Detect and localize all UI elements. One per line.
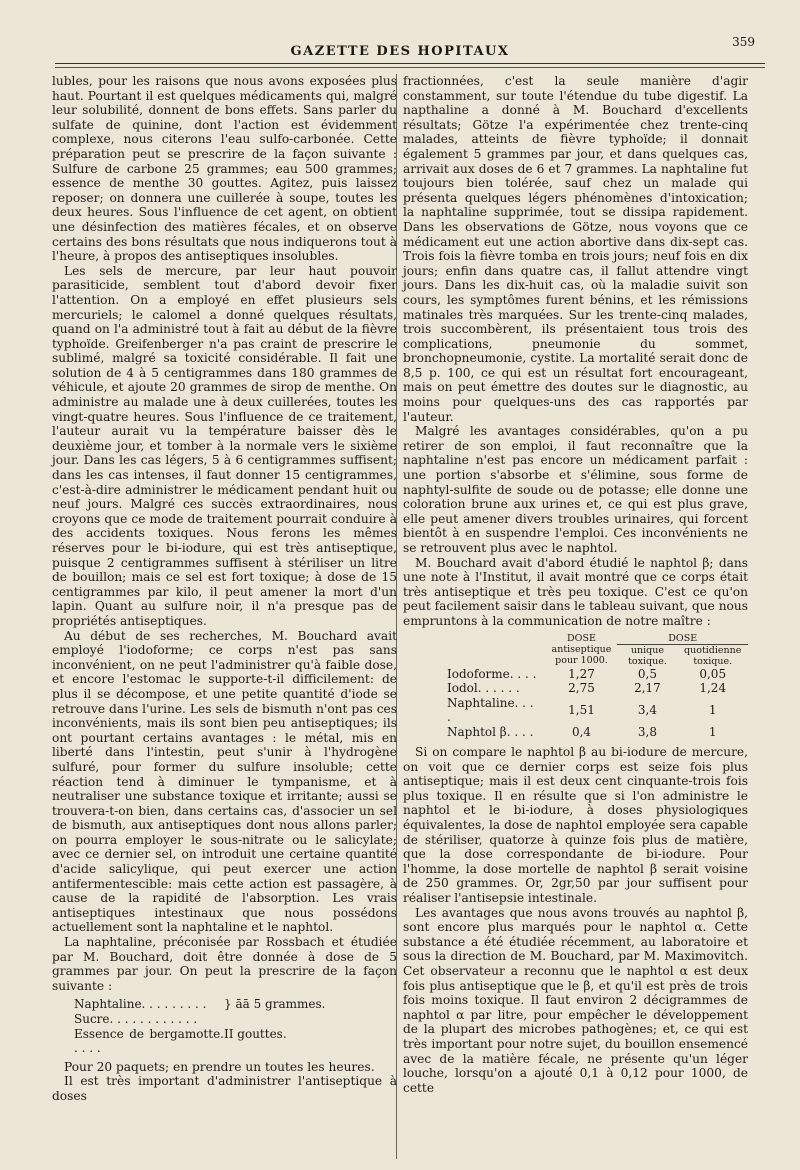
substance: Naphtaline. . . . xyxy=(447,695,534,725)
header-dose-top-2: DOSE xyxy=(617,633,748,645)
prescription-line xyxy=(52,997,397,1012)
table-row xyxy=(423,681,748,696)
substance: Naphtol β. . . . xyxy=(447,724,534,739)
single-toxic-dose: 3,4 xyxy=(637,702,657,717)
prescription-line xyxy=(52,1012,397,1027)
substance: Iodol. . . . . . xyxy=(447,681,520,696)
paragraph: M. Bouchard avait d'abord étudié le naphtol β; dans une note à l'Institut, il avait montré que ce corps était très antiseptique et très peu toxique. C'est ce qu'on peut facilement saisir dans le tableau suivant, que nous empruntons à la communication de notre maître : xyxy=(403,555,748,628)
ingredient-qty xyxy=(224,1012,397,1027)
prescription xyxy=(52,997,397,1055)
header-unique: unique xyxy=(630,644,664,656)
daily-toxic-dose: 1 xyxy=(708,724,717,739)
toxicity-table xyxy=(423,633,748,740)
right-column xyxy=(403,74,748,1095)
table-row xyxy=(423,725,748,740)
table-row xyxy=(423,696,748,725)
table-row xyxy=(423,667,748,682)
single-toxic-dose: 2,17 xyxy=(634,681,661,696)
paragraph: Si on compare le naphtol β au bi-iodure de mercure, on voit que ce dernier corps est seize fois plus antiseptique; mais il est deux cent cinquante-trois fois plus toxique. Il en résulte que si l'on administre le naphtol et le bi-iodure, à doses physiologiques équivalentes, la dose de naphtol employée sera capable de stériliser, quatorze à quinze fois plus de matière, que la dose correspondante de bi-iodure. Pour l'homme, la dose mortelle de naphtol β serait voisine de 250 grammes. Or, 2gr,50 par jour suffisent pour réaliser l'antisepsie intestinale. xyxy=(403,745,748,905)
ingredient-qty: } āā 5 grammes. xyxy=(224,997,326,1012)
antiseptic-dose: 0,4 xyxy=(571,724,592,739)
header-rule xyxy=(55,63,765,64)
journal-title: GAZETTE DES HOPITAUX xyxy=(290,44,510,59)
paragraph: Au début de ses recherches, M. Bouchard avait employé l'iodoforme; ce corps n'est pas sans inconvénient, on ne peut l'administrer qu'à faible dose, et encore l'estomac le supporte-t-il difficilement: de plus il se décompose, et une petite quantité d'iode se retrouve dans l'urine. Les sels de bismuth n'ont pas ces inconvénients, mais ils sont bien peu antiseptiques; ils ont pourtant certains avantages : le métal, mis en liberté dans l'intestin, peut s'unir à l'hydrogène sulfuré, pour former du sulfure insoluble; cette réaction tend à diminuer le tympanisme, et à neutraliser une substance toxique et irritante; aussi se trouvera-t-on bien, dans certains cas, d'associer un sel de bismuth, aux antiseptiques dont nous allons parler; on pourra employer le sous-nitrate ou le salicylate; avec ce dernier sel, on introduit une certaine quantité d'acide salicylique, qui peut exercer une action antifermentescible: mais cette action est passagère, à cause de la rapidité de l'absorption. Les vrais antiseptiques intestinaux que nous possédons actuellement sont la naphtaline et le naphtol. xyxy=(52,628,397,935)
substance: Iodoforme. . . . xyxy=(447,666,537,681)
daily-toxic-dose: 1 xyxy=(708,702,717,717)
paragraph: Pour 20 paquets; en prendre un toutes les heures. xyxy=(64,1059,375,1074)
paragraph: fractionnées, c'est la seule manière d'agir constamment, sur toute l'étendue du tube digestif. La napthaline a donné à M. Bouchard d'excellents résultats; Götze l'a expérimentée chez trente-cinq malades, atteints de fièvre typhoïde; il donnait également 5 grammes par jour, et dans quelques cas, arrivait aux doses de 6 et 7 grammes. La naphtaline fut toujours bien tolérée, sauf chez un malade qui présenta quelques légers phénomènes d'intoxication; la naphtaline supprimée, tout se dissipa rapidement. Dans les observations de Götze, nous voyons que ce médicament eut une action abortive dans dix-sept cas. Trois fois la fièvre tomba en trois jours; neuf fois en dix jours; enfin dans quatre cas, il fallut attendre vingt jours. Dans les dix-huit cas, où la maladie suivit son cours, les symptômes furent bénins, et les rémissions matinales très marquées. Sur les trente-cinq malades, trois succombèrent, ils présentaient tous trois des complications, pneumonie du sommet, bronchopneumonie, cystite. La mortalité serait donc de 8,5 p. 100, ce qui est un résultat fort encourageant, mais on peut émettre des doutes sur le diagnostic, au moins pour quelques-uns des cas rapportés par l'auteur. xyxy=(403,74,748,424)
page-number: 359 xyxy=(732,35,755,49)
paragraph: lubles, pour les raisons que nous avons exposées plus haut. Pourtant il est quelques médicaments qui, malgré leur solubilité, donnent de bons effets. Sans parler du sulfate de quinine, dont l'action est évidemment complexe, nous citerons l'eau sulfo-carbonée. Cette préparation peut se prescrire de la façon suivante : Sulfure de carbone 25 grammes; eau 500 grammes; essence de menthe 30 gouttes. Agitez, puis laissez reposer; on donnera une cuillerée à soupe, toutes les deux heures. Sous l'influence de cet agent, on obtient une désinfection des matières fécales, et on observe certains des bons résultats que nous indiquerons tout à l'heure, à propos des antiseptiques insolubles. xyxy=(52,74,397,264)
header-rule-thin xyxy=(55,67,765,68)
paragraph: Les avantages que nous avons trouvés au naphtol β, sont encore plus marqués pour le naphtol α. Cette substance a été étudiée récemment, au laboratoire et sous la direction de M. Bouchard, par M. Maximovitch. Cet observateur a reconnu que le naphtol α est deux fois plus antiseptique que le β, et qu'il est près de trois fois moins toxique. Il faut environ 2 décigrammes de naphtol α par litre, pour empêcher le développement de la plupart des microbes pathogènes; et, ce qui est très important pour notre sujet, du bouillon ensemencé avec de la matière fécale, ne présente qu'un léger louche, lorsqu'on a ajouté 0,1 à 0,12 pour 1000, de cette xyxy=(403,905,748,1095)
paragraph: La naphtaline, préconisée par Rossbach et étudiée par M. Bouchard, doit être donnée à dose de 5 grammes par jour. On peut la prescrire de la façon suivante : xyxy=(52,935,397,993)
header-toxic: toxique. xyxy=(628,655,667,667)
antiseptic-dose: 1,51 xyxy=(568,702,595,717)
ingredient-qty: II gouttes. xyxy=(224,1026,287,1041)
prescription-line xyxy=(52,1027,397,1056)
header-daily-toxic: quotidienne toxique. xyxy=(684,644,742,667)
paragraph: Les sels de mercure, par leur haut pouvoir parasiticide, semblent tout d'abord devoir fixer l'attention. On a employé en effet plusieurs sels mercuriels; le calomel a donné quelques résultats, quand on l'a administré tout à fait au début de la fièvre typhoïde. Greifenberger n'a pas craint de prescrire le sublimé, malgré sa toxicité considérable. Il fait une solution de 4 à 5 centigrammes dans 180 grammes de véhicule, et ajoute 20 grammes de sirop de menthe. On administre au malade une à deux cuillerées, toutes les vingt-quatre heures. Sous l'influence de ce traitement, l'auteur aurait vu la température baisser dès le deuxième jour, et tomber à la normale vers le sixième jour. Dans les cas légers, 5 à 6 centigrammes suffisent; dans les cas intenses, il faut donner 15 centigrammes, c'est-à-dire administrer le médicament pendant huit ou neuf jours. Malgré ces succès extraordinaires, nous croyons que ce mode de traitement pourrait conduire à des accidents toxiques. Nous ferons les mêmes réserves pour le bi-iodure, qui est très antiseptique, puisque 2 centigrammes suffisent à stériliser un litre de bouillon; mais ce sel est fort toxique; à dose de 15 centigrammes par kilo, il peut amener la mort d'un lapin. Quant au sulfure noir, il n'a presque pas de propriétés antiseptiques. xyxy=(52,263,397,628)
header-single-toxic xyxy=(617,644,677,667)
single-toxic-dose: 3,8 xyxy=(637,724,657,739)
antiseptic-dose: 2,75 xyxy=(568,681,595,696)
ingredient-name: Essence de bergamotte. . . . . xyxy=(74,1026,224,1056)
header-dose-top: DOSE xyxy=(567,632,596,644)
paragraph: Il est très important d'administrer l'antiseptique à doses xyxy=(52,1074,397,1103)
header-antiseptic: antiseptique pour 1000. xyxy=(551,644,612,667)
antiseptic-dose: 1,27 xyxy=(568,666,595,681)
single-toxic-dose: 0,5 xyxy=(637,666,657,681)
left-column xyxy=(52,74,397,1104)
daily-toxic-dose: 1,24 xyxy=(699,681,727,696)
paragraph: Malgré les avantages considérables, qu'on a pu retirer de son emploi, il faut reconnaître que la naphtaline n'est pas encore un médicament parfait : une portion s'absorbe et s'élimine, sous forme de naphtyl-sulfite de soude ou de potasse; elle donne une coloration brune aux urines et, ce qui est plus grave, elle peut amener divers troubles urinaires, qui forcent bientôt à en suspendre l'emploi. Ces inconvénients ne se retrouvent plus avec le naphtol. xyxy=(403,424,748,555)
ingredient-name: Naphtaline. . . . . . . . . xyxy=(74,997,207,1012)
daily-toxic-dose: 0,05 xyxy=(699,666,727,681)
ingredient-name: Sucre. . . . . . . . . . . . xyxy=(74,1012,198,1026)
